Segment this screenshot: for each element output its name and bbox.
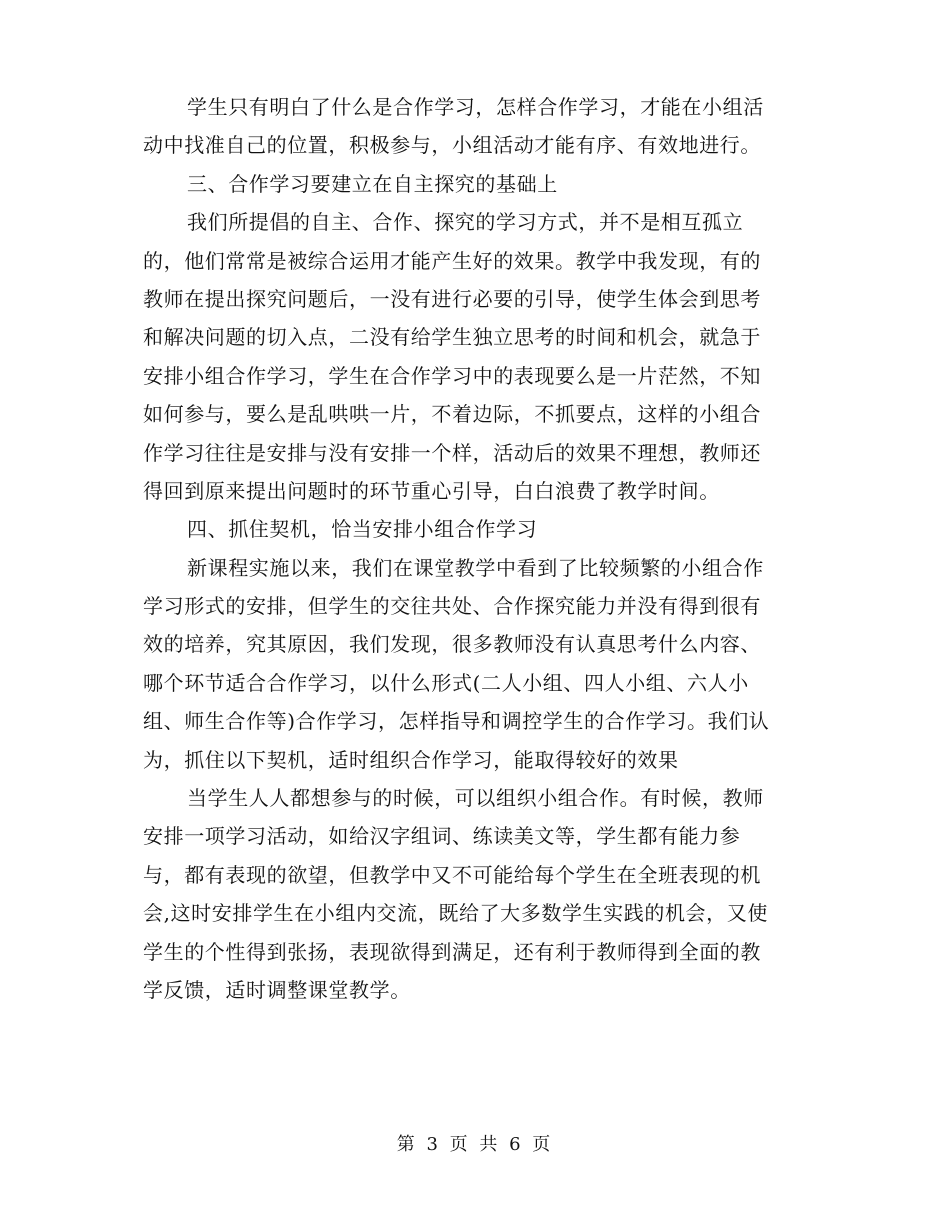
paragraph-line: 组、师生合作等)合作学习，怎样指导和调控学生的合作学习。我们认 [143,709,770,734]
paragraph-line: 当学生人人都想参与的时候，可以组织小组合作。有时候，教师 [187,786,764,811]
page-number: 第 3 页 共 6 页 [396,1134,554,1155]
paragraph-line: 作学习往往是安排与没有安排一个样，活动后的效果不理想，教师还 [143,440,761,465]
paragraph-line: 教师在提出探究问题后，一没有进行必要的引导，使学生体会到思考 [143,286,761,311]
paragraph-line: 效的培养，究其原因，我们发现，很多教师没有认真思考什么内容、 [143,632,761,657]
paragraph-line: 和解决问题的切入点，二没有给学生独立思考的时间和机会，就急于 [143,325,761,350]
paragraph-line: 动中找准自己的位置，积极参与，小组活动才能有序、有效地进行。 [143,133,761,158]
paragraph-line: 我们所提倡的自主、合作、探究的学习方式，并不是相互孤立 [187,210,744,235]
paragraph-line: 为，抓住以下契机，适时组织合作学习，能取得较好的效果 [143,747,679,772]
paragraph-line: 的，他们常常是被综合运用才能产生好的效果。教学中我发现，有的 [143,248,761,273]
paragraph-line: 学生只有明白了什么是合作学习，怎样合作学习，才能在小组活 [187,95,764,119]
paragraph-line: 学生的个性得到张扬，表现欲得到满足，还有利于教师得到全面的教 [143,939,761,964]
section-heading: 四、抓住契机，恰当安排小组合作学习 [187,517,538,542]
paragraph-line: 哪个环节适合合作学习，以什么形式(二人小组、四人小组、六人小 [143,670,749,695]
paragraph-line: 如何参与，要么是乱哄哄一片，不着边际，不抓要点，这样的小组合 [143,402,761,427]
paragraph-line: 学反馈，适时调整课堂教学。 [143,977,411,1002]
paragraph-line: 学习形式的安排，但学生的交往共处、合作探究能力并没有得到很有 [143,594,761,619]
paragraph-line: 得回到原来提出问题时的环节重心引导，白白浪费了教学时间。 [143,478,720,503]
paragraph-line: 安排一项学习活动，如给汉字组词、练读美文等，学生都有能力参 [143,824,741,849]
document-body [143,88,809,1009]
section-heading: 三、合作学习要建立在自主探究的基础上 [187,171,558,196]
paragraph-line: 会,这时安排学生在小组内交流，既给了大多数学生实践的机会，又使 [143,901,768,926]
paragraph-line: 安排小组合作学习，学生在合作学习中的表现要么是一片茫然，不知 [143,363,761,388]
paragraph-line: 与，都有表现的欲望，但教学中又不可能给每个学生在全班表现的机 [143,862,761,887]
paragraph-line: 新课程实施以来，我们在课堂教学中看到了比较频繁的小组合作 [187,555,764,580]
